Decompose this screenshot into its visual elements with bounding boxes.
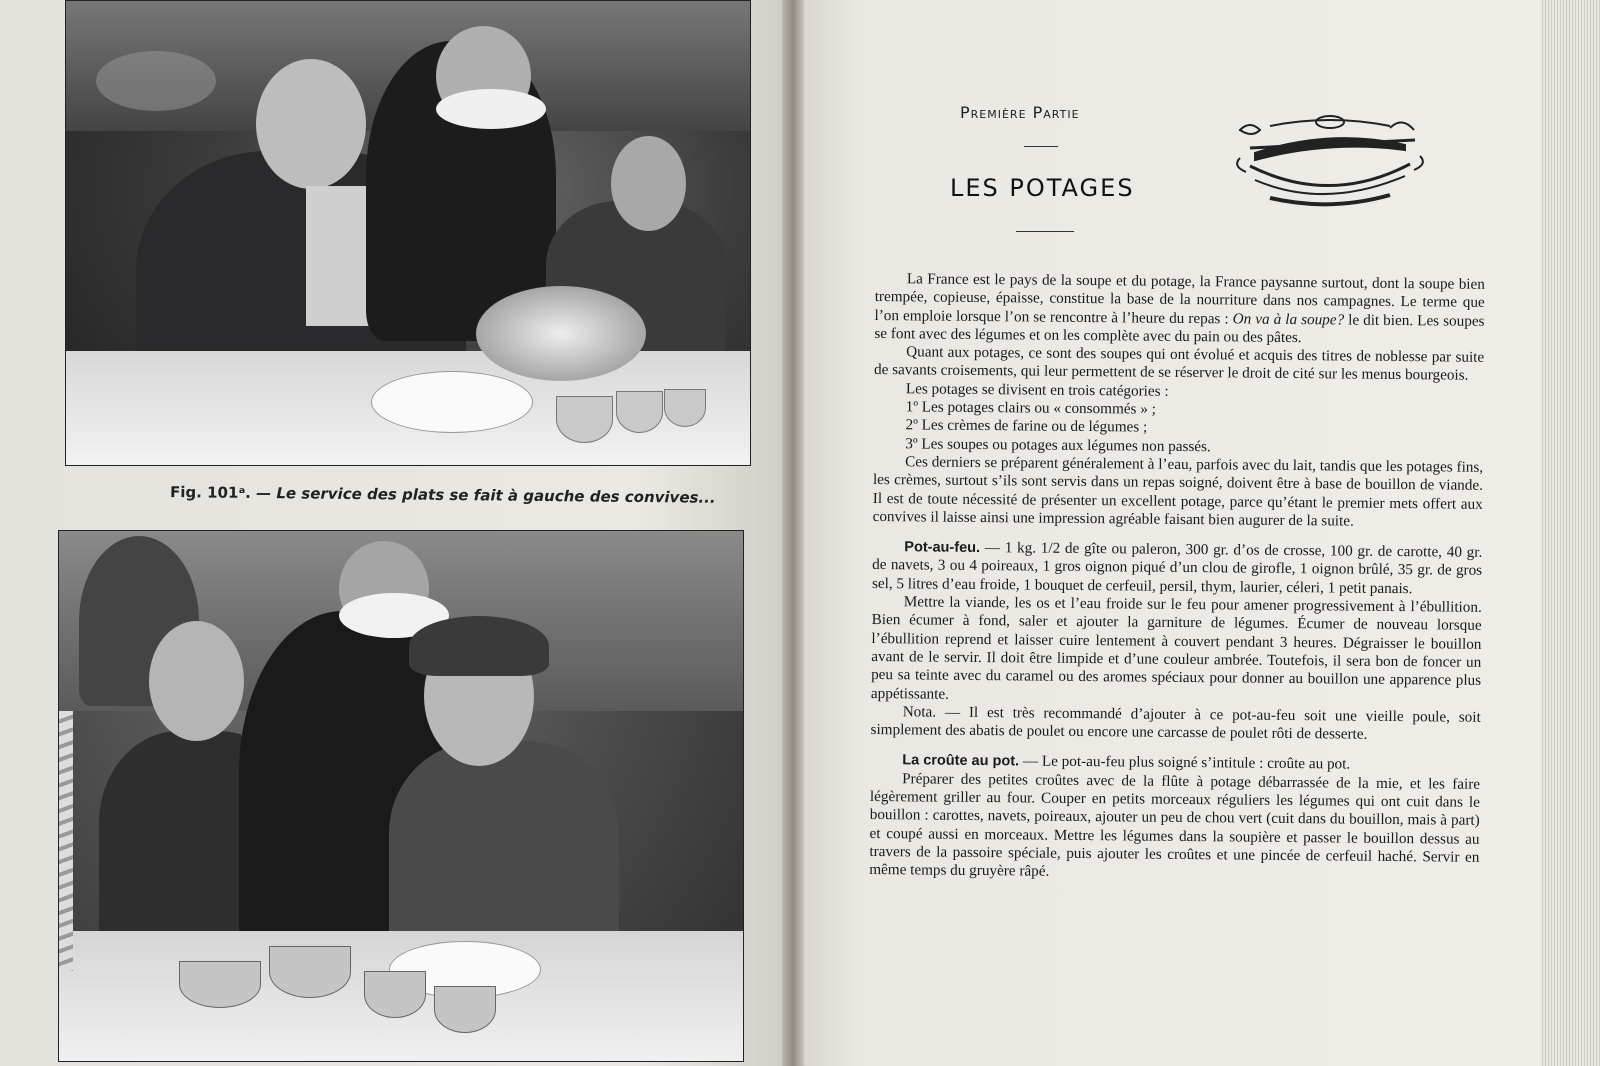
divider-rule [1024, 146, 1058, 147]
photo-serving-dishes [65, 0, 751, 466]
photo-shelf-plates [96, 51, 216, 111]
photo-man-head [149, 621, 244, 741]
photo-plate [371, 371, 533, 433]
paragraph: Quant aux potages, ce sont des soupes qui ont évolué et acquis des titres de noblesse par suite de savants croisements, qui leur permettent de se réserver le droit de cité sur les menus bourgeois. [873, 343, 1485, 385]
italic-quote: On va à la soupe? [1232, 310, 1345, 329]
recipe-title: Pot-au-feu. [904, 539, 981, 557]
paragraph: Ces derniers se préparent généralement à l’eau, parfois avec du lait, tandis que les potages fins, les crèmes, surtout s’ils sont servis dans un repas soigné, doivent être à base de bouillon de viande. Il est de toute nécessité de présenter un excellent potage, parce qu’étant le premier mets offert aux convives il laisse ainsi une impression agréable faisant bien augurer de la suite. [872, 453, 1484, 530]
paragraph: Les potages se divisent en trois catégories : [905, 380, 1169, 400]
photo-man-head [256, 59, 366, 189]
photo-woman-head [611, 136, 686, 231]
soup-tureen-icon [1230, 108, 1430, 208]
list-item: 1º Les potages clairs ou « consommés » ; [905, 398, 1156, 418]
paragraph: Préparer des petites croûtes avec de la flûte à potage débarrassée de la mie, et les faire légèrement griller au four. Couper en petits morceaux réguliers les légumes qui ont cuit dans le bouillon : carottes, navets, poireaux, ajouter un peu de chou vert (cuit dans du bouillon, mais à part) et coupé aussi en morceaux. Mettre les légumes dans la soupière et passer le bouillon dessus au travers de la passoire spéciale, puis ajouter les croûtes et une pincée de cerfeuil haché. Servir en même temps du gruyère râpé. [869, 770, 1481, 880]
paragraph [874, 270, 1485, 349]
recipe-ingredients: — 1 kg. 1/2 de gîte ou paleron, 300 gr. d’os de crosse, 100 gr. de carotte, 40 gr. de navets, 3 ou 4 poireaux, 1 gros oignon piqué d’un clou de girofle, 1 oignon brûlé, 35 gr. de gros sel, 5 litres d’eau froide, 1 bouquet de cerfeuil, persil, thym, laurier, céleri, 1 petit panais. [871, 539, 1483, 597]
paragraph-text: le dit bien. Les soupes se font avec des légumes et on les complète avec du pain ou des pâtes. [874, 311, 1485, 346]
photo-woman-hair [409, 616, 549, 676]
figure-label: Fig. 101ᵃ. [169, 483, 252, 502]
photo-glass [269, 946, 351, 998]
photo-glass [179, 961, 261, 1008]
photo-maid-collar [436, 89, 546, 129]
photo-glass [664, 389, 706, 427]
photo-glass [434, 986, 496, 1033]
caption-text: — Le service des plats se fait à gauche des convives... [250, 483, 716, 507]
paragraph: Mettre la viande, les os et l’eau froide sur le feu pour amener progressivement à l’ébullition. Bien écumer à fond, saler et ajouter la garniture de légumes. Écumer de nouveau lorsque l’ébullition reprend et laisser cuire lentement à couvert pendant 3 heures. Dégraisser le bouillon avant de le servir. Il doit être limpide et d’une couleur ambrée. Toutefois, il sera bon de foncer un peu sa teinte avec du caramel ou des aromes spéciaux pour donner au bouillon une apparence plus appétissante. [870, 593, 1482, 703]
list-item: 2º Les crèmes de farine ou de légumes ; [905, 416, 1148, 436]
note-paragraph: Nota. — Il est très recommandé d’ajouter à ce pot-au-feu soit une vieille poule, soit simplement des abatis de poulet ou encore une carcasse de poulet rôti de desserte. [870, 703, 1481, 743]
chapter-body [869, 270, 1485, 885]
part-label: Première Partie [960, 103, 1080, 122]
photo-candle [59, 711, 73, 971]
photo-glass [364, 971, 426, 1018]
recipe-intro: — Le pot-au-feu plus soigné s’intitule : croûte au pot. [1019, 752, 1351, 774]
recipe-pot-au-feu [872, 538, 1482, 599]
list-item: 3º Les soupes ou potages aux légumes non passés. [905, 434, 1211, 455]
divider-rule [1016, 231, 1074, 232]
photo-glass [556, 396, 613, 443]
photo-glass [616, 391, 663, 433]
page-edges [1540, 0, 1600, 1066]
paragraph-text: La France est le pays de la soupe et du potage, la France paysanne surtout, dont la soupe bien trempée, copieuse, épaisse, constitue la base de la nourriture dans nos campagnes. Le terme que l’on emploie lorsque l’on se rencontre à l’heure du repas : [874, 270, 1485, 328]
recipe-title: La croûte au pot. [902, 752, 1020, 770]
photo-serving-at-table [58, 530, 744, 1062]
book-gutter [782, 0, 804, 1066]
photo-serving-platter [476, 286, 646, 381]
chapter-title: LES POTAGES [950, 174, 1135, 202]
